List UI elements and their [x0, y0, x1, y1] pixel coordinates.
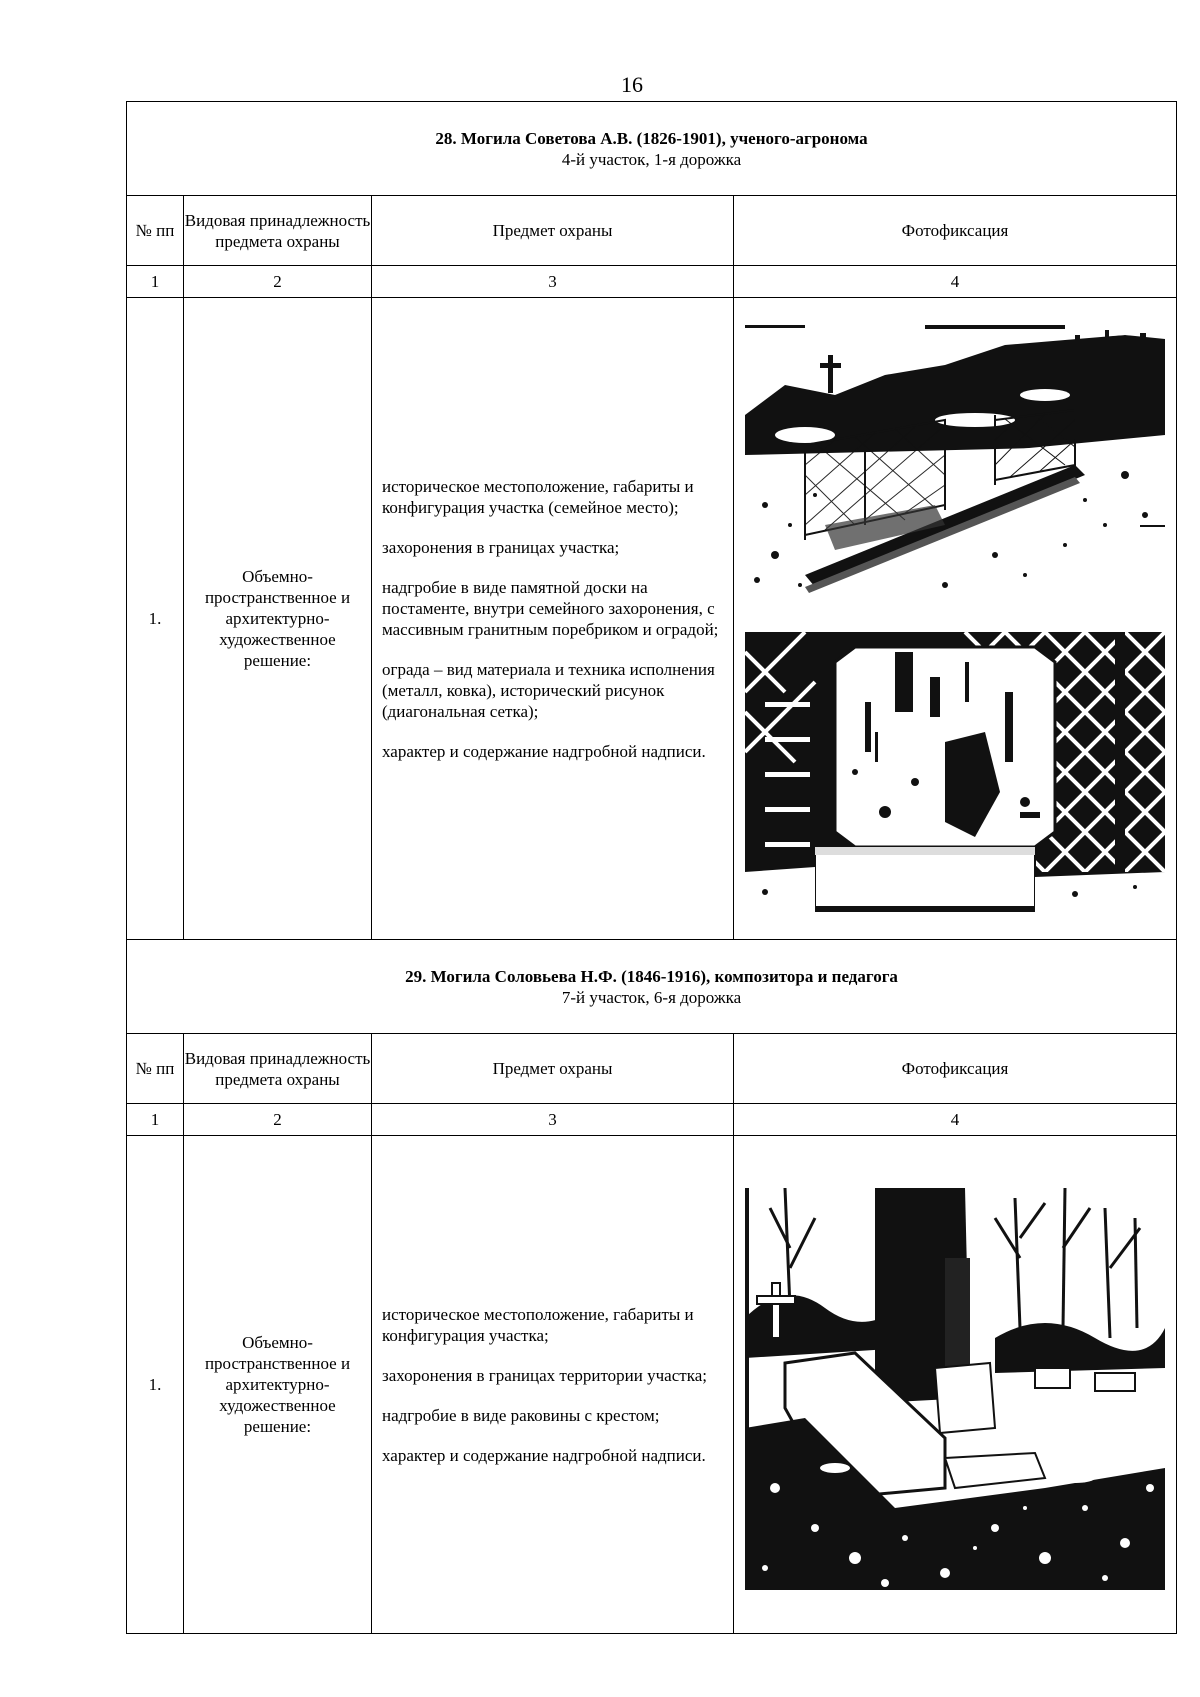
column-header-photo: Фотофиксация — [734, 1034, 1177, 1104]
column-number: 1 — [127, 1104, 184, 1136]
section-header — [127, 940, 1177, 1034]
subject-item: захоронения в границах участка; — [382, 537, 620, 557]
protection-kind: Объемно-пространственное и архитектурно-художественное решение: — [184, 1136, 372, 1634]
subject-item: характер и содержание надгробной надписи. — [382, 1445, 706, 1465]
subject-item: надгробие в виде раковины с крестом; — [382, 1405, 660, 1425]
subject-item: историческое местоположение, габариты и конфигурация участка; — [382, 1304, 694, 1345]
column-number: 2 — [184, 1104, 372, 1136]
column-number: 1 — [127, 266, 184, 298]
section-title: 29. Могила Соловьева Н.Ф. (1846-1916), композитора и педагога — [405, 966, 898, 986]
column-header-kind: Видовая принадлежность предмета охраны — [184, 1034, 372, 1104]
subject-item: ограда – вид материала и техника исполнения (металл, ковка), исторический рисунок (диагональная сетка); — [382, 659, 715, 721]
photo-cell — [734, 298, 1177, 940]
column-header-subject: Предмет охраны — [372, 196, 734, 266]
section-location: 4-й участок, 1-я дорожка — [561, 149, 742, 169]
column-number: 4 — [734, 266, 1177, 298]
memorial-plaque-photo — [745, 632, 1165, 912]
table-row — [127, 1136, 1177, 1634]
page-number: 16 — [621, 72, 643, 97]
column-header-photo: Фотофиксация — [734, 196, 1177, 266]
protection-kind: Объемно-пространственное и архитектурно-художественное решение: — [184, 298, 372, 940]
row-number: 1. — [127, 1136, 184, 1634]
column-header-subject: Предмет охраны — [372, 1034, 734, 1104]
column-header-num: № пп — [127, 196, 184, 266]
column-number: 3 — [372, 266, 734, 298]
section-title: 28. Могила Советова А.В. (1826-1901), ученого-агронома — [435, 128, 868, 148]
column-number-row — [127, 1104, 1177, 1136]
column-header-kind: Видовая принадлежность предмета охраны — [184, 196, 372, 266]
subject-item: надгробие в виде памятной доски на постаменте, внутри семейного захоронения, с массивным гранитным поребриком и оградой; — [382, 577, 719, 639]
column-number: 2 — [184, 266, 372, 298]
row-number: 1. — [127, 298, 184, 940]
photo-cell — [734, 1136, 1177, 1634]
protection-table — [126, 101, 1177, 1634]
fenced-family-plot-photo — [745, 325, 1165, 603]
column-number-row — [127, 266, 1177, 298]
column-header-row — [127, 196, 1177, 266]
shell-tombstone-photo — [745, 1188, 1165, 1590]
protection-subject — [372, 298, 734, 940]
table-row — [127, 298, 1177, 940]
section-header — [127, 102, 1177, 196]
subject-item: захоронения в границах территории участка; — [382, 1365, 707, 1385]
column-header-num: № пп — [127, 1034, 184, 1104]
subject-item: историческое местоположение, габариты и конфигурация участка (семейное место); — [382, 476, 694, 517]
column-number: 3 — [372, 1104, 734, 1136]
protection-subject — [372, 1136, 734, 1634]
section-location: 7-й участок, 6-я дорожка — [561, 987, 742, 1007]
column-number: 4 — [734, 1104, 1177, 1136]
column-header-row — [127, 1034, 1177, 1104]
subject-item: характер и содержание надгробной надписи. — [382, 741, 706, 761]
